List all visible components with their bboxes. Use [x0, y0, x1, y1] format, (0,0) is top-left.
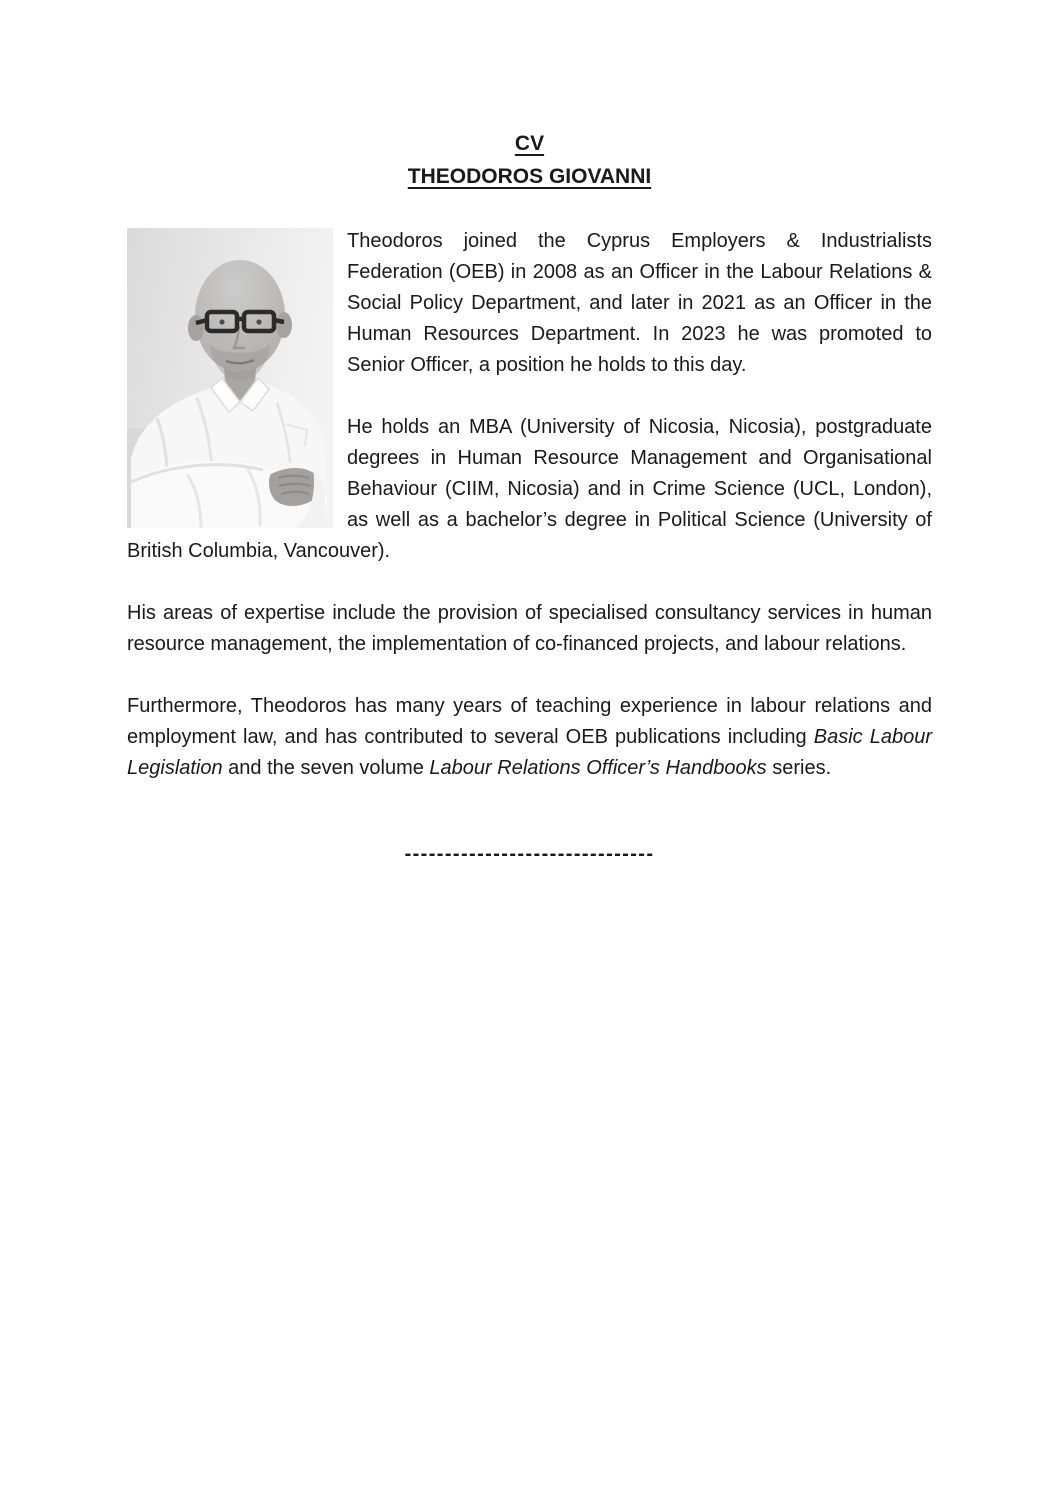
title-name-text: THEODOROS GIOVANNI: [407, 165, 652, 188]
paragraph-publications: Furthermore, Theodoros has many years of teaching experience in labour relations and employment law, and has contributed to several OEB publications including Basic Labour Legislation and the seven volume Labour Relations Officer’s Handbooks series.: [127, 695, 932, 779]
paragraph-expertise: His areas of expertise include the provision of specialised consultancy services in human resource management, the implementation of co-financed projects, and labour relations.: [127, 602, 932, 655]
portrait-photo: [127, 228, 333, 528]
title-name-line: [127, 160, 932, 193]
title-cv-text: CV: [514, 132, 545, 155]
title-cv-line: [127, 127, 932, 160]
paragraph-career: Theodoros joined the Cyprus Employers & Industrialists Federation (OEB) in 2008 as an Officer in the Labour Relations & Social Policy Department, and later in 2021 as an Officer in the Human Resources Department. In 2023 he was promoted to Senior Officer, a position he holds to this day.: [347, 230, 932, 376]
cv-body: [127, 226, 932, 870]
paragraph-education: He holds an MBA (University of Nicosia, Nicosia), postgraduate degrees in Human Resource Management and Organisational Behaviour (CIIM, Nicosia) and in Crime Science (UCL, London), as well as a bachelor’s degree in Political Science (University of British Columbia, Vancouver).: [127, 416, 932, 562]
document-title: [127, 127, 932, 193]
portrait-photo-illustration: [127, 228, 333, 528]
separator-dashes: -------------------------------: [404, 843, 655, 865]
